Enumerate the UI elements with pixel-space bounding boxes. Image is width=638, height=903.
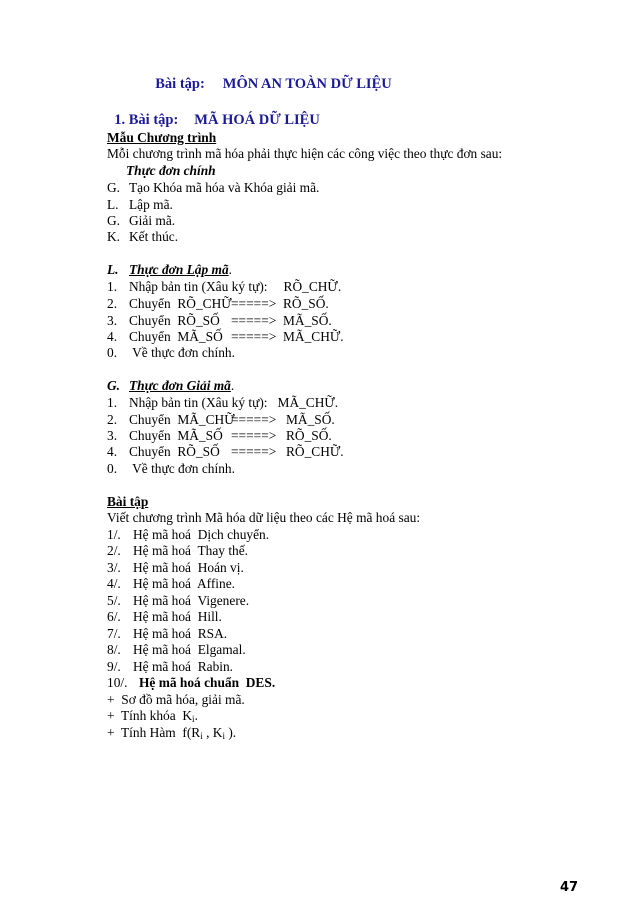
section-heading: MÃ HOÁ DỮ LIỆU (194, 112, 320, 128)
program-heading: Mẫu Chương trình (107, 130, 217, 145)
decrypt-menu-item: 1. Nhập bản tin (Xâu ký tự): MÃ_CHỮ. (107, 395, 339, 410)
decrypt-menu-title: G. Thực đơn Giải mã. (107, 378, 235, 393)
decrypt-menu-item: 3. Chuyển MÃ_SỐ =====> RÕ_SỐ. (107, 428, 332, 443)
exercise-item: 4/. Hệ mã hoá Affine. (107, 576, 236, 591)
section-title (107, 96, 320, 128)
exercise-item: 2/. Hệ mã hoá Thay thế. (107, 543, 249, 558)
header-title: MÔN AN TOÀN DỮ LIỆU (222, 76, 392, 92)
main-menu-title: Thực đơn chính (126, 163, 216, 178)
main-menu-item: L. Lập mã. (107, 197, 173, 212)
exercise-intro: Viết chương trình Mã hóa dữ liệu theo các Hệ mã hoá sau: (107, 510, 421, 525)
main-menu-item: K. Kết thúc. (107, 229, 179, 244)
exercise-item: 3/. Hệ mã hoá Hoán vị. (107, 560, 244, 575)
exercise-item: 7/. Hệ mã hoá RSA. (107, 626, 228, 641)
des-subitem: + Sơ đồ mã hóa, giải mã. (107, 692, 245, 707)
exercise-item-des: 10/. Hệ mã hoá chuẩn DES. (107, 675, 276, 690)
encrypt-menu-title: L. Thực đơn Lập mã. (107, 262, 233, 277)
encrypt-menu-item: 2. Chuyển RÕ_CHỮ=====> RÕ_SỐ. (107, 296, 329, 311)
main-menu-item: G. Giải mã. (107, 213, 176, 228)
document-header (148, 60, 392, 92)
encrypt-menu-item: 0. Về thực đơn chính. (107, 345, 235, 360)
exercise-item: 9/. Hệ mã hoá Rabin. (107, 659, 234, 674)
encrypt-menu-item: 4. Chuyển MÃ_SỐ =====> MÃ_CHỮ. (107, 329, 344, 344)
page-number: 47 (560, 880, 579, 895)
decrypt-menu-item: 2. Chuyển MÃ_CHỮ=====> MÃ_SỐ. (107, 412, 335, 427)
exercise-item: 6/. Hệ mã hoá Hill. (107, 609, 222, 624)
main-menu-item: G. Tạo Khóa mã hóa và Khóa giải mã. (107, 180, 320, 195)
exercise-item: 1/. Hệ mã hoá Dịch chuyển. (107, 527, 270, 542)
encrypt-menu-item: 3. Chuyển RÕ_SỐ =====> MÃ_SỐ. (107, 313, 332, 328)
des-subitem: + Tính Hàm $f(R_i$ , $K_i$ ). (107, 725, 237, 741)
header-label: Bài tập: (155, 76, 205, 92)
exercise-item: 5/. Hệ mã hoá Vigenere. (107, 593, 250, 608)
encrypt-menu-item: 1. Nhập bản tin (Xâu ký tự): RÕ_CHỮ. (107, 279, 342, 294)
program-intro: Mỗi chương trình mã hóa phải thực hiện các công việc theo thực đơn sau: (107, 146, 503, 161)
exercise-heading: Bài tập (107, 494, 149, 509)
decrypt-menu-item: 4. Chuyển RÕ_SỐ =====> RÕ_CHỮ. (107, 444, 344, 459)
section-number: 1. (114, 112, 126, 128)
decrypt-menu-item: 0. Về thực đơn chính. (107, 461, 235, 476)
exercise-item: 8/. Hệ mã hoá Elgamal. (107, 642, 246, 657)
des-subitem: + Tính khóa $K_i$. (107, 708, 198, 724)
section-label: Bài tập: (128, 112, 179, 128)
